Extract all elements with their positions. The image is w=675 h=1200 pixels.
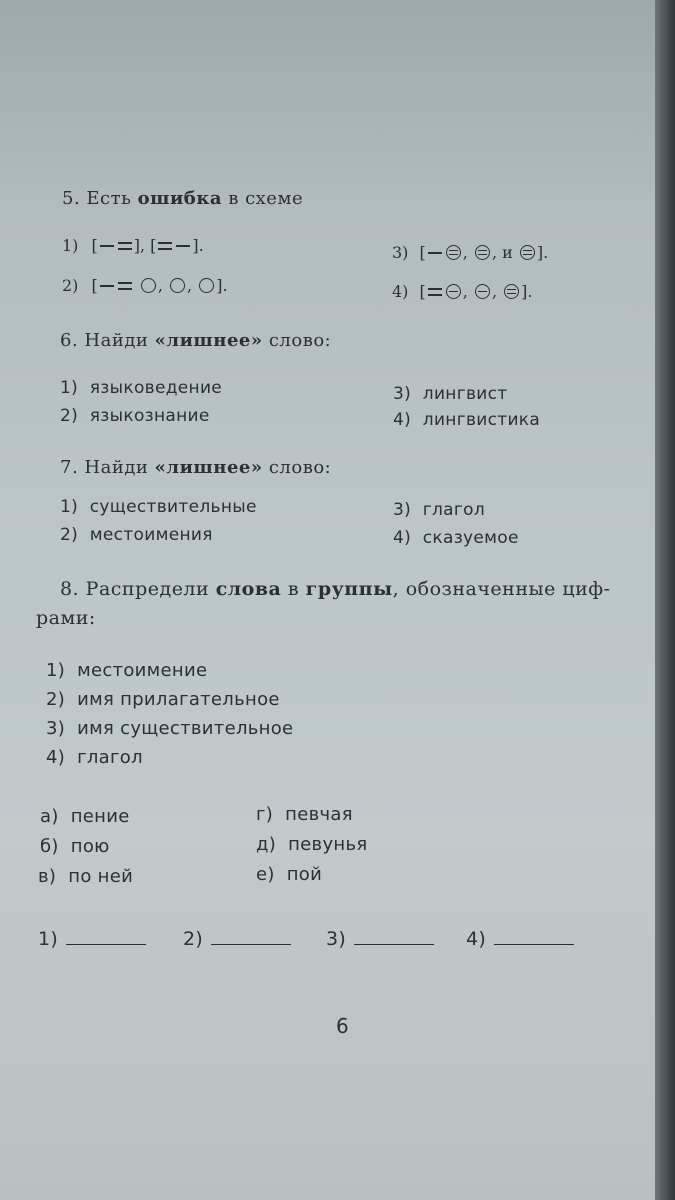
word-letter: в)	[38, 866, 57, 887]
homogeneous-subject-circle-icon	[475, 284, 490, 299]
word-text: пою	[70, 836, 110, 857]
q7-option-2	[60, 525, 213, 545]
group-number: 4)	[46, 747, 66, 768]
subject-line-icon	[176, 245, 190, 247]
q5-title-prefix: 5. Есть	[62, 188, 132, 209]
q5-option-2	[62, 276, 228, 295]
q6-title-prefix: 6. Найди	[60, 330, 149, 351]
predicate-line-icon	[118, 242, 132, 250]
option-number: 1)	[60, 497, 79, 517]
q8-word-g	[256, 804, 353, 825]
answer-blank-line[interactable]	[494, 930, 574, 945]
word-text: певчая	[285, 804, 353, 825]
option-number: 3)	[393, 384, 412, 404]
option-number: 1)	[60, 378, 79, 398]
q8-title-part: , обозначенные циф-	[392, 578, 611, 600]
answer-number: 2)	[183, 928, 204, 950]
q7-option-1	[60, 497, 257, 517]
q7-title-suffix: слово:	[268, 457, 332, 478]
answer-slot-1	[38, 928, 146, 950]
answer-number: 3)	[326, 928, 347, 950]
q6-option-4	[393, 410, 540, 430]
q7-option-3	[393, 500, 485, 520]
group-text: имя прилагательное	[77, 689, 280, 710]
option-number: 2)	[62, 276, 79, 295]
q5-option-1	[62, 236, 204, 255]
subject-line-icon	[100, 245, 114, 247]
group-number: 1)	[46, 660, 66, 681]
sentence-scheme: [ , , ].	[91, 276, 228, 295]
homogeneous-predicate-circle-icon	[475, 245, 490, 260]
q8-word-v	[38, 866, 133, 887]
answer-slot-4	[466, 928, 574, 950]
q8-title-part: в	[287, 578, 300, 600]
predicate-line-icon	[158, 242, 172, 250]
q6-option-3	[393, 384, 507, 404]
word-letter: е)	[256, 864, 275, 885]
word-text: пение	[70, 806, 130, 827]
q7-title-bold: «лишнее»	[154, 457, 263, 478]
q7-option-4	[393, 528, 519, 548]
q6-option-2	[60, 406, 210, 426]
word-letter: б)	[40, 836, 59, 857]
q6-title-bold: «лишнее»	[154, 330, 263, 351]
q8-title-bold: группы	[305, 578, 393, 600]
homogeneous-subject-circle-icon	[446, 284, 461, 299]
option-text: языкознание	[89, 406, 210, 426]
answer-blank-line[interactable]	[354, 930, 434, 945]
sentence-scheme: [ , , ].	[419, 282, 533, 301]
homogeneous-predicate-circle-icon	[504, 284, 519, 299]
q6-title	[60, 330, 331, 351]
option-text: сказуемое	[422, 528, 519, 548]
q8-group-3	[46, 718, 293, 739]
answer-slot-2	[183, 928, 291, 950]
subject-line-icon	[428, 252, 442, 254]
page-number: 6	[336, 1014, 349, 1038]
option-text: лингвистика	[422, 410, 541, 430]
option-number: 1)	[62, 236, 79, 255]
option-number: 4)	[393, 410, 412, 430]
homogeneous-predicate-circle-icon	[520, 245, 535, 260]
word-text: по ней	[68, 866, 134, 887]
word-letter: а)	[40, 806, 59, 827]
q7-title	[60, 457, 331, 478]
q5-title-bold: ошибка	[137, 188, 222, 209]
answer-number: 1)	[38, 928, 59, 950]
q8-word-a	[40, 806, 130, 827]
answer-number: 4)	[466, 928, 487, 950]
q8-group-2	[46, 689, 280, 710]
q5-option-4	[392, 282, 532, 301]
option-text: глагол	[422, 500, 485, 520]
option-number: 2)	[60, 406, 79, 426]
option-number: 4)	[392, 282, 409, 301]
sentence-scheme: [ ], [ ].	[91, 236, 204, 255]
group-text: имя существительное	[77, 718, 294, 739]
predicate-line-icon	[118, 282, 132, 290]
word-text: певунья	[288, 834, 368, 855]
option-number: 4)	[393, 528, 412, 548]
answer-slot-3	[326, 928, 434, 950]
option-text: существительные	[89, 497, 257, 517]
option-text: языковедение	[89, 378, 223, 398]
homogeneous-circle-icon	[199, 278, 214, 293]
sentence-scheme: [ , , и ].	[419, 243, 549, 262]
q8-group-1	[46, 660, 207, 681]
q8-word-d	[256, 834, 368, 855]
answer-blank-line[interactable]	[66, 930, 146, 945]
homogeneous-circle-icon	[170, 278, 185, 293]
option-number: 2)	[60, 525, 79, 545]
word-letter: д)	[256, 834, 277, 855]
predicate-line-icon	[428, 288, 442, 296]
option-text: лингвист	[422, 384, 508, 404]
group-text: местоимение	[77, 660, 208, 681]
word-text: пой	[286, 864, 323, 885]
q8-title-part: рами:	[36, 607, 96, 629]
page-edge-shadow	[655, 0, 675, 1200]
q8-word-b	[40, 836, 110, 857]
q8-title-line2	[36, 607, 96, 629]
group-text: глагол	[77, 747, 143, 768]
q6-option-1	[60, 378, 222, 398]
option-number: 3)	[392, 243, 409, 262]
group-number: 3)	[46, 718, 66, 739]
group-number: 2)	[46, 689, 66, 710]
q7-title-prefix: 7. Найди	[60, 457, 149, 478]
q8-group-4	[46, 747, 143, 768]
homogeneous-predicate-circle-icon	[446, 245, 461, 260]
subject-line-icon	[100, 285, 114, 287]
q8-title-line1	[60, 578, 611, 600]
option-text: местоимения	[89, 525, 213, 545]
q5-option-3	[392, 243, 548, 262]
answer-blank-line[interactable]	[211, 930, 291, 945]
q8-word-e	[256, 864, 322, 885]
q5-title-suffix: в схеме	[228, 188, 304, 209]
homogeneous-circle-icon	[141, 278, 156, 293]
q8-title-bold: слова	[215, 578, 282, 600]
q8-title-part: 8. Распредели	[60, 578, 210, 600]
q5-title	[62, 188, 303, 209]
word-letter: г)	[256, 804, 274, 825]
q6-title-suffix: слово:	[268, 330, 332, 351]
option-number: 3)	[393, 500, 412, 520]
